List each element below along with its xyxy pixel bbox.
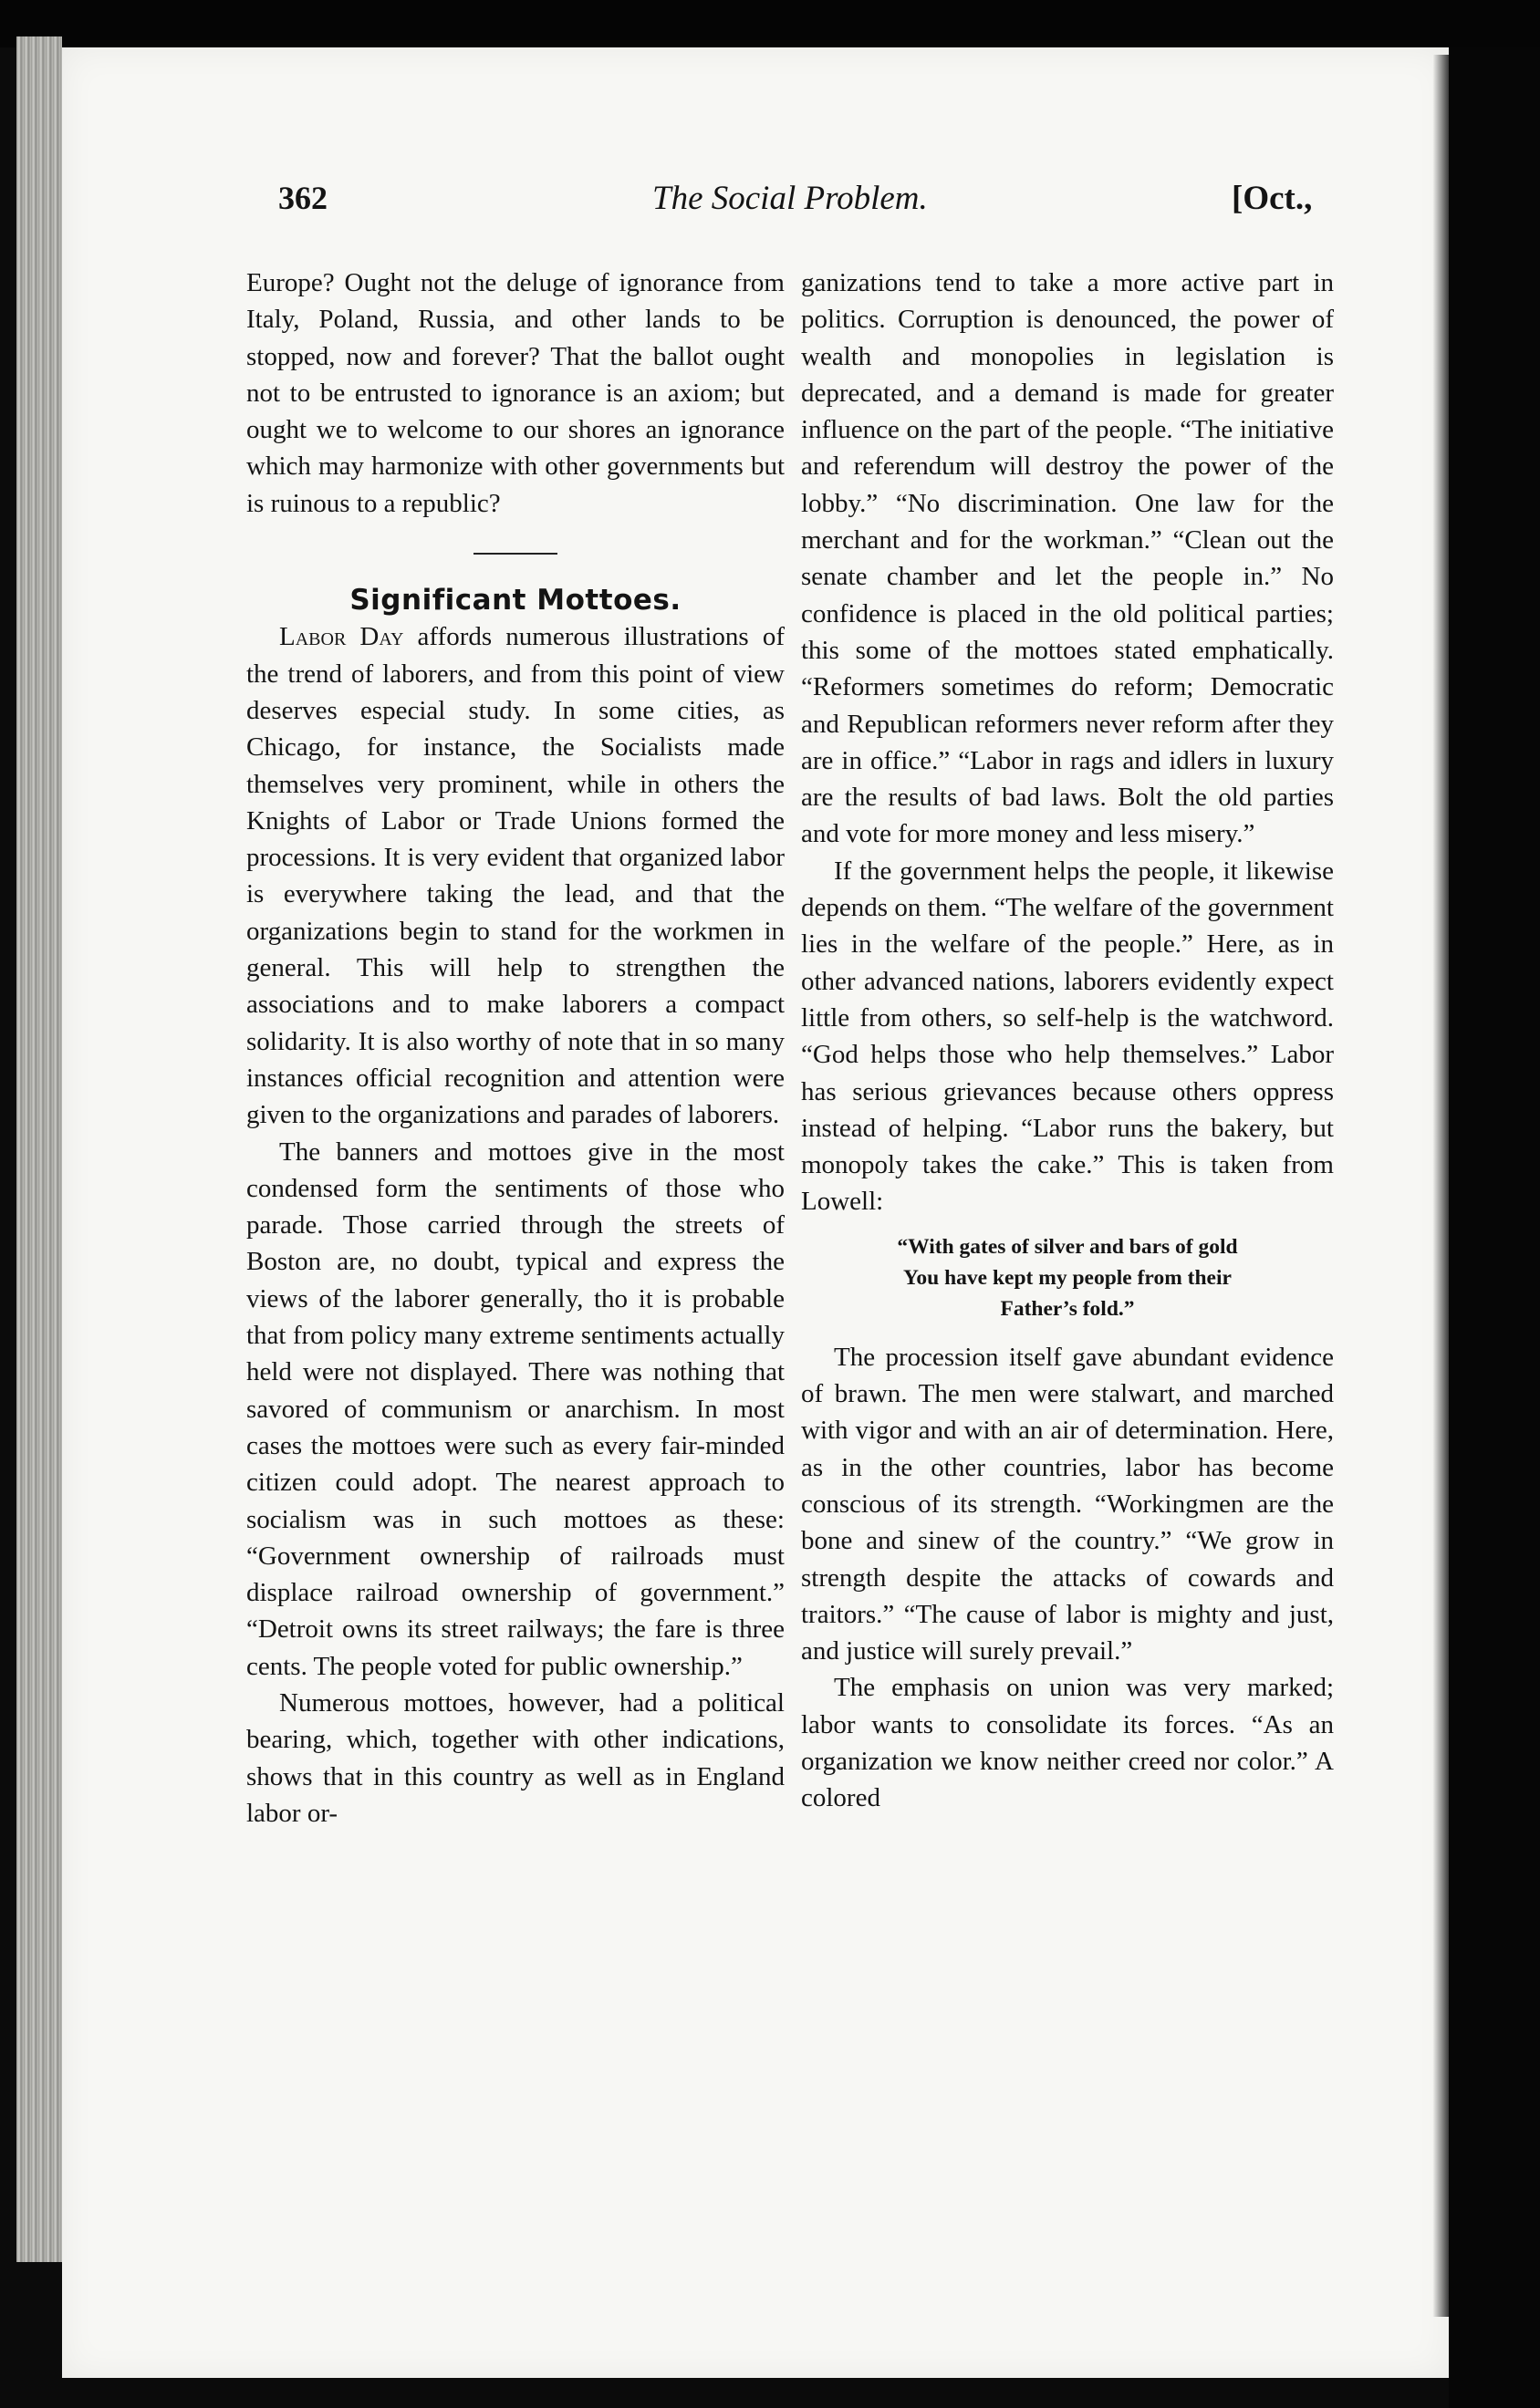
verse-line: “With gates of silver and bars of gold bbox=[897, 1234, 1238, 1259]
section-heading: Significant Mottoes. bbox=[349, 584, 682, 618]
paragraph-labor-day-text: affords numerous illustrations of the trend of laborers, and from this point of view deserves especial study. In some cities, as Chicago, for instance, the Socialists made themselves very prominent, while in others the Knights of Labor or Trade Unions formed the processions. It is very evident that organized labor is everywhere taking the lead, and that the organizations begin to stand for the workmen in general. This will help to strengthen the associations and to make laborers a compact solidarity. It is also worthy of note that in so many instances official recognition and attention were given to the organizations and parades of laborers. bbox=[246, 622, 785, 1130]
scan-background-top bbox=[0, 0, 1540, 47]
book-page-edges bbox=[16, 36, 62, 2262]
right-column bbox=[801, 265, 1334, 1817]
paragraph-political: Numerous mottoes, however, had a political bearing, which, together with other indications, shows that in this country as well as in England labor or- bbox=[246, 1687, 785, 1828]
issue-month: [Oct., bbox=[1232, 180, 1313, 217]
verse-line: You have kept my people from their bbox=[903, 1265, 1232, 1290]
paragraph-continued: Europe? Ought not the deluge of ignorance from Italy, Poland, Russia, and other lands to be stopped, now and forever? That the ballot ought not to be entrusted to ignorance is an axiom; but ought we to welcome to our shores an ignorance which may harmonize with other governments but is ruinous to a republic? bbox=[246, 268, 785, 518]
paragraph-organizations: ganizations tend to take a more active part in politics. Corruption is denounced, the power of wealth and monopolies in legislation is deprecated, and a demand is made for greater influence on the part of the people. “The initiative and referendum will destroy the power of the lobby.” “No discrimination. One law for the merchant and for the workman.” “Clean out the senate chamber and let the people in.” No confidence is placed in the old political parties; this some of the mottoes stated emphatically. “Reformers sometimes do reform; Democratic and Republican reformers never reform after they are in office.” “Labor in rags and idlers in luxury are the results of bad laws. Bolt the old parties and vote for more money and less misery.” bbox=[801, 268, 1334, 849]
page-number: 362 bbox=[278, 180, 328, 216]
paragraph-government: If the government helps the people, it likewise depends on them. “The welfare of the government lies in the welfare of the people.” Here, as in other advanced nations, laborers evidently expect little from others, so self-help is the watchword. “God helps those who help themselves.” Labor has serious grievances because others oppress instead of helping. “Labor runs the bakery, but monopoly takes the cake.” This is taken from Lowell: bbox=[801, 856, 1334, 1217]
paragraph-procession: The procession itself gave abundant evidence of brawn. The men were stalwart, and marched with vigor and with an air of determination. Here, as in the other countries, labor has become conscious of its strength. “Workingmen are the bone and sinew of the country.” “We grow in strength despite the attacks of cowards and traitors.” “The cause of labor is mighty and just, and justice will surely prevail.” bbox=[801, 1342, 1334, 1666]
lowell-quotation bbox=[801, 1231, 1334, 1324]
section-divider bbox=[473, 553, 557, 555]
paragraph-union: The emphasis on union was very marked; labor wants to consolidate its forces. “As an organization we know neither creed nor color.” A colored bbox=[801, 1673, 1334, 1813]
running-title: The Social Problem. bbox=[652, 180, 928, 217]
running-header bbox=[278, 179, 1341, 234]
small-caps-lead: Labor Day bbox=[279, 622, 404, 652]
verse-line: Father’s fold.” bbox=[1000, 1296, 1135, 1321]
paragraph-banners: The banners and mottoes give in the most condensed form the sentiments of those who parade. Those carried through the streets of Boston are, no doubt, typical and express the views of the laborer generally, tho it is probable that from policy many extreme sentiments actually held were not displayed. There was nothing that savored of communism or anarchism. In most cases the mottoes were such as every fair-minded citizen could adopt. The nearest approach to socialism was in such mottoes as these: “Government ownership of railroads must displace railroad ownership of government.” “Detroit owns its street railways; the fare is three cents. The people voted for public ownership.” bbox=[246, 1137, 785, 1681]
page-fold-shadow bbox=[1432, 55, 1449, 2317]
left-column bbox=[246, 265, 785, 1832]
scan-background-right bbox=[1449, 47, 1540, 2408]
paragraph-labor-day bbox=[246, 618, 785, 1133]
